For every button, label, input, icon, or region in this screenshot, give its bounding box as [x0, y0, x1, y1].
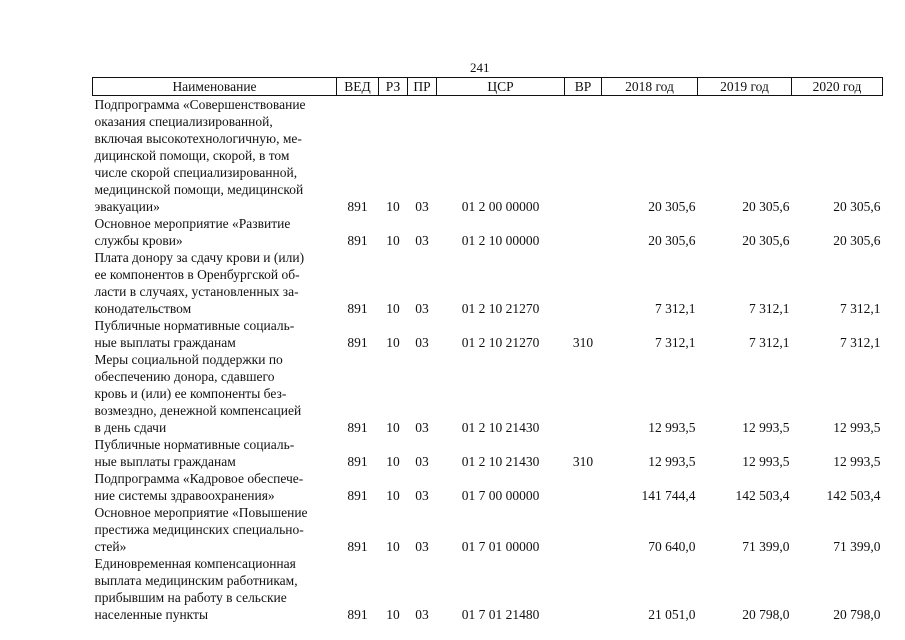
row-name-line: прибывшим на работу в сельские — [94, 590, 287, 605]
cell-y2019: 7 312,1 — [749, 335, 790, 350]
cell-y2018: 70 640,0 — [648, 539, 696, 554]
cell-y2020: 12 993,5 — [833, 420, 881, 435]
budget-table — [92, 77, 883, 623]
cell-vr — [565, 96, 602, 216]
cell-rz: 10 — [386, 199, 400, 214]
row-name-line: оказания специализированной, — [94, 114, 273, 129]
header-2020: 2020 год — [792, 78, 883, 96]
row-name-line: Единовременная компенсационная — [94, 556, 296, 571]
cell-y2019: 7 312,1 — [749, 301, 790, 316]
row-name-line: службы крови» — [94, 233, 183, 248]
row-name-cell — [93, 317, 337, 351]
table-row — [93, 351, 883, 436]
cell-y2020: 71 399,0 — [833, 539, 881, 554]
table-row — [93, 215, 883, 249]
cell-vr: 310 — [572, 335, 594, 350]
row-name-line: включая высокотехнологичную, ме- — [94, 131, 302, 146]
table-header-row — [93, 78, 883, 96]
cell-ved: 891 — [347, 539, 368, 554]
table-row — [93, 96, 883, 216]
cell-rz: 10 — [386, 607, 400, 622]
cell-rz: 10 — [386, 233, 400, 248]
cell-rz: 10 — [386, 301, 400, 316]
row-name-line: Публичные нормативные социаль- — [94, 437, 295, 452]
cell-csr: 01 2 10 21430 — [461, 454, 540, 469]
row-name-line: ние системы здравоохранения» — [94, 488, 275, 503]
row-name-line: ласти в случаях, установленных за- — [94, 284, 299, 299]
table-body — [93, 96, 883, 624]
row-name-cell — [93, 96, 337, 216]
table-row — [93, 436, 883, 470]
row-name-line: Плата донору за сдачу крови и (или) — [94, 250, 305, 265]
cell-pr: 03 — [415, 607, 429, 622]
cell-y2020: 20 305,6 — [833, 199, 881, 214]
cell-y2018: 21 051,0 — [648, 607, 696, 622]
cell-vr — [565, 504, 602, 555]
cell-csr: 01 7 01 00000 — [461, 539, 540, 554]
row-name-cell — [93, 249, 337, 317]
row-name-line: стей» — [94, 539, 127, 554]
header-pr: ПР — [408, 78, 437, 96]
row-name-line: Подпрограмма «Совершенствование — [94, 97, 306, 112]
cell-y2019: 12 993,5 — [742, 454, 790, 469]
cell-y2018: 7 312,1 — [655, 301, 696, 316]
row-name-cell — [93, 215, 337, 249]
row-name-line: ные выплаты гражданам — [94, 335, 236, 350]
header-2019: 2019 год — [698, 78, 792, 96]
row-name-line: ее компонентов в Оренбургской об- — [94, 267, 300, 282]
row-name-line: Основное мероприятие «Повышение — [94, 505, 308, 520]
cell-ved: 891 — [347, 301, 368, 316]
cell-rz: 10 — [386, 488, 400, 503]
cell-csr: 01 2 10 21270 — [461, 335, 540, 350]
cell-y2019: 71 399,0 — [742, 539, 790, 554]
row-name-line: престижа медицинских специально- — [94, 522, 304, 537]
cell-y2020: 142 503,4 — [826, 488, 881, 503]
row-name-cell — [93, 504, 337, 555]
cell-pr: 03 — [415, 199, 429, 214]
row-name-line: Подпрограмма «Кадровое обеспече- — [94, 471, 304, 486]
cell-y2019: 20 305,6 — [742, 199, 790, 214]
cell-csr: 01 7 00 00000 — [461, 488, 540, 503]
row-name-line: в день сдачи — [94, 420, 167, 435]
cell-vr — [565, 215, 602, 249]
table-row — [93, 470, 883, 504]
cell-y2020: 20 798,0 — [833, 607, 881, 622]
cell-y2018: 141 744,4 — [641, 488, 696, 503]
cell-rz: 10 — [386, 539, 400, 554]
row-name-line: медицинской помощи, медицинской — [94, 182, 304, 197]
cell-csr: 01 2 00 00000 — [461, 199, 540, 214]
table-row — [93, 317, 883, 351]
row-name-cell — [93, 436, 337, 470]
cell-y2019: 142 503,4 — [735, 488, 790, 503]
row-name-line: конодательством — [94, 301, 192, 316]
cell-y2020: 20 305,6 — [833, 233, 881, 248]
row-name-line: выплата медицинским работникам, — [94, 573, 298, 588]
cell-y2020: 12 993,5 — [833, 454, 881, 469]
row-name-line: Публичные нормативные социаль- — [94, 318, 295, 333]
cell-ved: 891 — [347, 199, 368, 214]
cell-y2018: 7 312,1 — [655, 335, 696, 350]
row-name-line: возмездно, денежной компенсацией — [94, 403, 302, 418]
row-name-line: ные выплаты гражданам — [94, 454, 236, 469]
page-number: 241 — [470, 60, 490, 75]
cell-y2018: 12 993,5 — [648, 454, 696, 469]
cell-csr: 01 2 10 21270 — [461, 301, 540, 316]
cell-pr: 03 — [415, 454, 429, 469]
row-name-line: эвакуации» — [94, 199, 160, 214]
row-name-cell — [93, 470, 337, 504]
cell-y2020: 7 312,1 — [840, 335, 881, 350]
row-name-line: Меры социальной поддержки по — [94, 352, 283, 367]
cell-pr: 03 — [415, 301, 429, 316]
cell-ved: 891 — [347, 454, 368, 469]
cell-y2020: 7 312,1 — [840, 301, 881, 316]
cell-vr — [565, 249, 602, 317]
cell-rz: 10 — [386, 335, 400, 350]
cell-ved: 891 — [347, 488, 368, 503]
cell-ved: 891 — [347, 233, 368, 248]
cell-pr: 03 — [415, 539, 429, 554]
cell-csr: 01 2 10 00000 — [461, 233, 540, 248]
cell-vr — [565, 555, 602, 623]
cell-y2018: 20 305,6 — [648, 199, 696, 214]
cell-vr — [565, 470, 602, 504]
header-name: Наименование — [93, 78, 337, 96]
cell-ved: 891 — [347, 420, 368, 435]
row-name-line: населенные пункты — [94, 607, 209, 622]
header-vr: ВР — [565, 78, 602, 96]
cell-pr: 03 — [415, 420, 429, 435]
row-name-cell — [93, 555, 337, 623]
row-name-cell — [93, 351, 337, 436]
row-name-line: кровь и (или) ее компоненты без- — [94, 386, 287, 401]
cell-rz: 10 — [386, 420, 400, 435]
table-row — [93, 504, 883, 555]
cell-vr: 310 — [572, 454, 594, 469]
row-name-line: обеспечению донора, сдавшего — [94, 369, 275, 384]
cell-y2019: 20 305,6 — [742, 233, 790, 248]
cell-pr: 03 — [415, 488, 429, 503]
row-name-line: числе скорой специализированной, — [94, 165, 298, 180]
row-name-line: дицинской помощи, скорой, в том — [94, 148, 290, 163]
cell-ved: 891 — [347, 607, 368, 622]
cell-rz: 10 — [386, 454, 400, 469]
row-name-line: Основное мероприятие «Развитие — [94, 216, 291, 231]
cell-vr — [565, 351, 602, 436]
header-2018: 2018 год — [602, 78, 698, 96]
cell-y2018: 20 305,6 — [648, 233, 696, 248]
table-row — [93, 555, 883, 623]
cell-y2018: 12 993,5 — [648, 420, 696, 435]
cell-csr: 01 7 01 21480 — [461, 607, 540, 622]
header-csr: ЦСР — [437, 78, 565, 96]
cell-csr: 01 2 10 21430 — [461, 420, 540, 435]
cell-pr: 03 — [415, 233, 429, 248]
cell-ved: 891 — [347, 335, 368, 350]
table-row — [93, 249, 883, 317]
header-ved: ВЕД — [337, 78, 379, 96]
header-rz: РЗ — [379, 78, 408, 96]
cell-y2019: 20 798,0 — [742, 607, 790, 622]
cell-pr: 03 — [415, 335, 429, 350]
cell-y2019: 12 993,5 — [742, 420, 790, 435]
